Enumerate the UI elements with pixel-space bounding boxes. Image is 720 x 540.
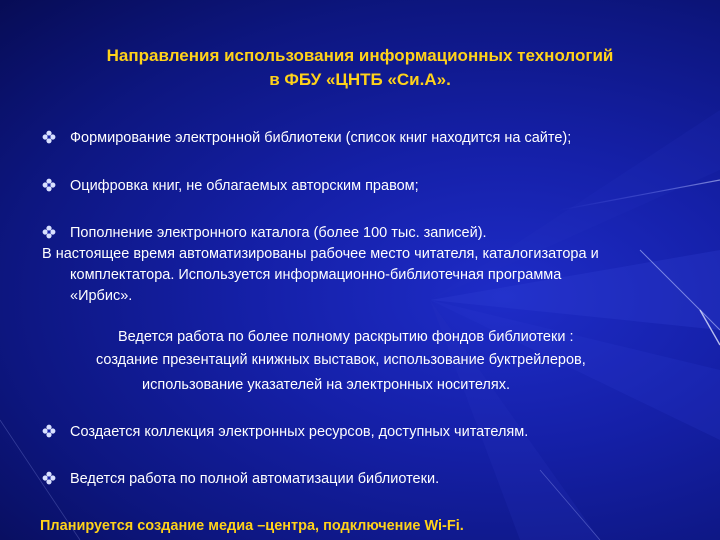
disclosure-line-1: Ведется работа по более полному раскрытию фондов библиотеки : bbox=[118, 329, 574, 345]
automation-line-2: комплектатора. Используется информационно-библиотечная программа bbox=[70, 267, 562, 283]
diamond-bullet-icon bbox=[42, 225, 56, 239]
slide-title bbox=[40, 44, 680, 92]
diamond-bullet-icon bbox=[42, 178, 56, 192]
automation-line-1: В настоящее время автоматизированы рабочее место читателя, каталогизатора и bbox=[42, 246, 599, 262]
disclosure-line-3: использование указателей на электронных носителях. bbox=[142, 377, 511, 393]
footer-note: Планируется создание медиа –центра, подключение Wi-Fi. bbox=[40, 518, 464, 534]
diamond-bullet-icon bbox=[42, 424, 56, 438]
title-line-2: в ФБУ «ЦНТБ «Си.А». bbox=[269, 70, 451, 89]
bullet-text: Формирование электронной библиотеки (список книг находится на сайте); bbox=[70, 130, 572, 146]
diamond-bullet-icon bbox=[42, 471, 56, 485]
bullet-text: Создается коллекция электронных ресурсов, доступных читателям. bbox=[70, 424, 529, 440]
bullet-text: Ведется работа по полной автоматизации библиотеки. bbox=[70, 471, 440, 487]
title-line-1: Направления использования информационных технологий bbox=[106, 46, 614, 65]
diamond-bullet-icon bbox=[42, 130, 56, 144]
disclosure-line-2: создание презентаций книжных выставок, использование буктрейлеров, bbox=[96, 352, 586, 368]
automation-line-3: «Ирбис». bbox=[70, 288, 133, 304]
bullet-text: Оцифровка книг, не облагаемых авторским правом; bbox=[70, 178, 419, 194]
bullet-text: Пополнение электронного каталога (более 100 тыс. записей). bbox=[70, 225, 487, 241]
